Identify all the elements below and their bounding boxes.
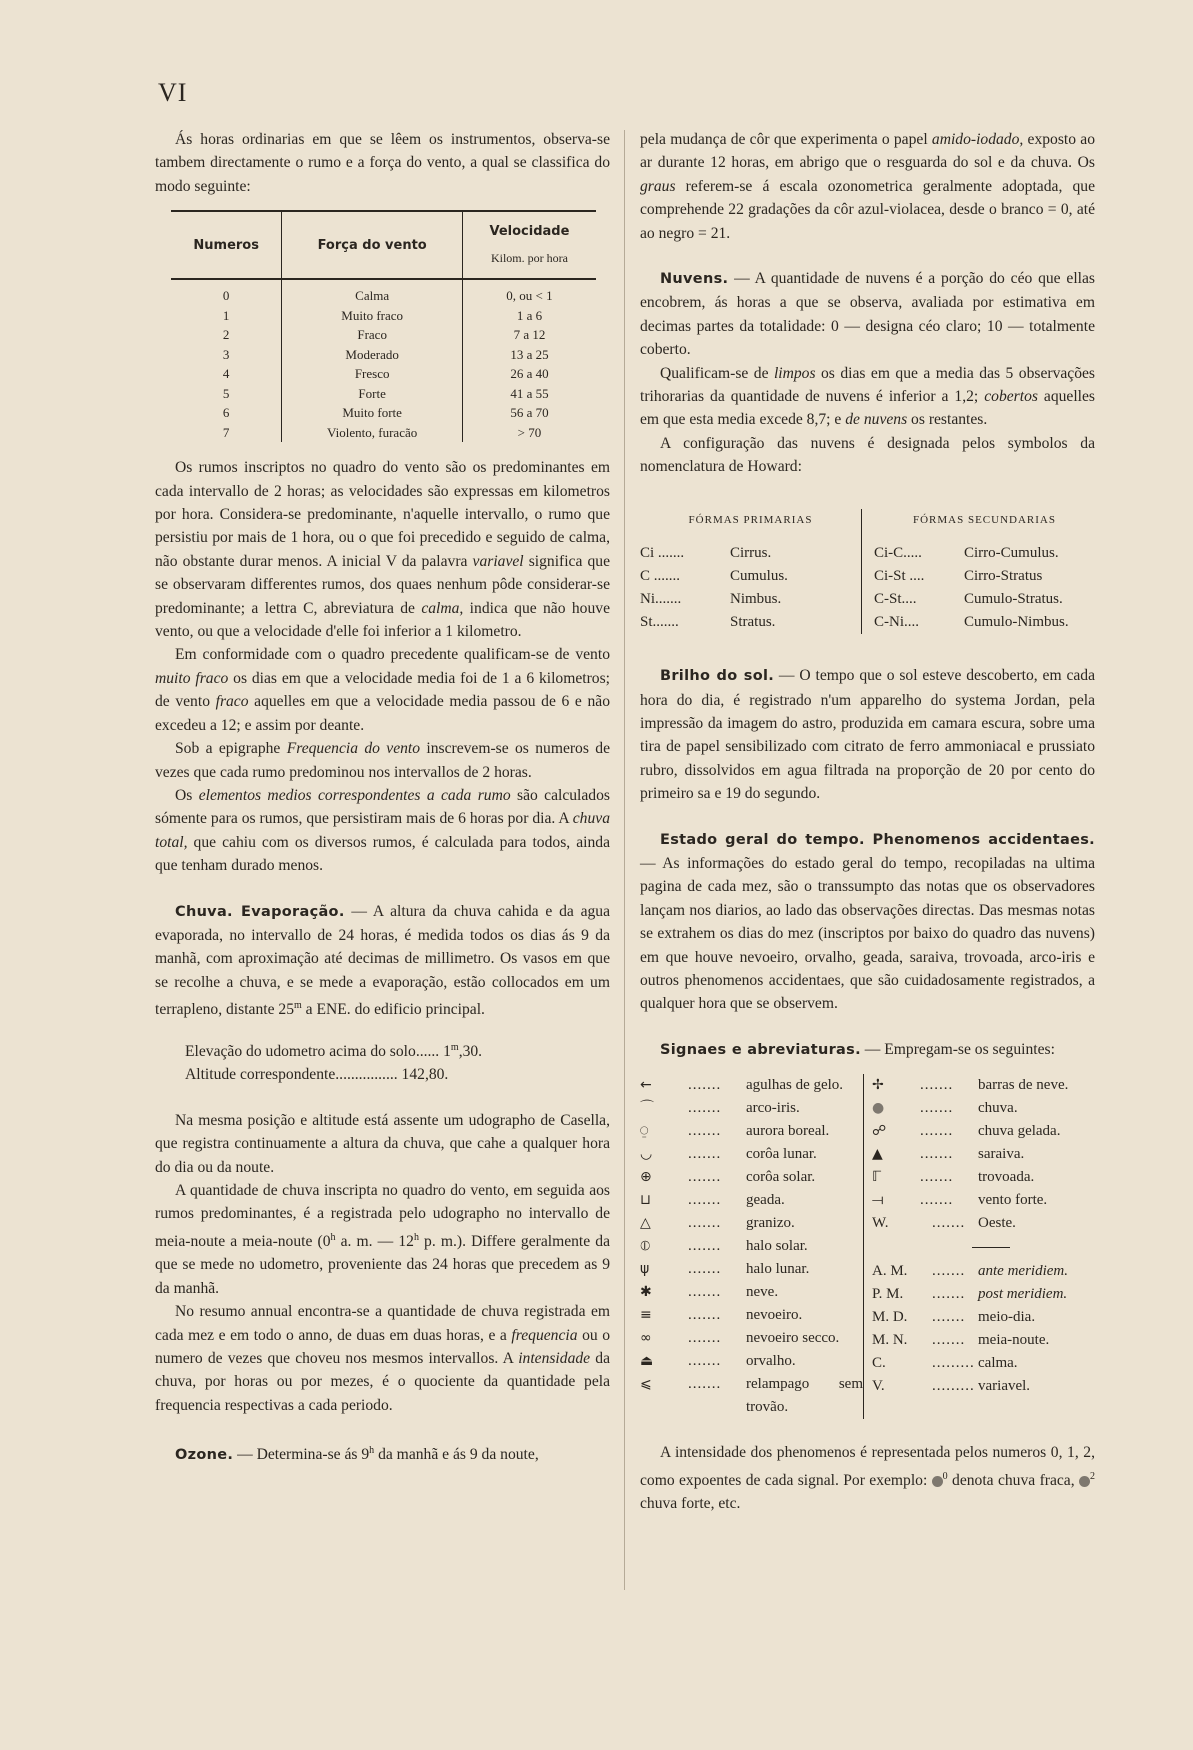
- list-item: ← ....... agulhas de gelo.: [640, 1074, 863, 1097]
- list-item: Ci-C..... Cirro-Cumulus.: [874, 545, 1059, 562]
- list-item: M. D. ....... meio-dia.: [872, 1309, 1036, 1326]
- list-item: ✱ ....... neve.: [640, 1281, 863, 1304]
- list-item: ✢ ....... barras de neve.: [872, 1074, 1095, 1097]
- nuvens-section: Nuvens. — A quantidade de nuvens é a porção do céo que ellas encobrem, ás horas a que se observa, avaliada por estimativa em decimas partes da totalidade: 0 — designa céo claro; 10 — totalmente coberto.: [640, 270, 1095, 359]
- intensidade-paragraph: A intensidade dos phenomenos é representada pelos numeros 0, 1, 2, como expoentes de cada signal. Por exemplo: $^0$ denota chuva fraca, $^2$ chuva forte, etc.: [640, 1444, 1095, 1513]
- secondary-forms-title: FÓRMAS SECUNDARIAS: [912, 513, 1056, 526]
- estado-heading: Estado geral do tempo. Phenomenos accidentaes.: [660, 831, 1095, 848]
- signs-left-column: [640, 1074, 863, 1419]
- table-row: 5 Forte 41 a 55: [171, 384, 596, 404]
- list-item: P. M. ....... post meridiem.: [872, 1286, 1068, 1303]
- separator-rule: [972, 1247, 1010, 1248]
- list-item: ⏏ ....... orvalho.: [640, 1350, 863, 1373]
- list-item: V. ......... variavel.: [872, 1378, 1031, 1395]
- solar-corona-icon: ⊕: [640, 1169, 652, 1186]
- lightning-icon: ⩽: [640, 1376, 652, 1393]
- signaes-heading: Signaes e abreviaturas.: [660, 1041, 861, 1058]
- list-item: Ci-St .... Cirro-Stratus: [874, 568, 1043, 585]
- left-column: [155, 128, 610, 1468]
- configuracao-paragraph: A configuração das nuvens é designada pelos symbolos da nomenclatura de Howard:: [640, 434, 1095, 476]
- lunar-halo-icon: ψ: [640, 1261, 650, 1278]
- list-item: ℾ ....... trovoada.: [872, 1166, 1095, 1189]
- conformidade-paragraph: Em conformidade com o quadro precedente qualificam-se de vento muito fraco os dias em que a velocidade media foi de 1 a 6 kilometros; de vento fraco aquelles em que a velocidade media passou de 6 e não excedeu a 12; e assim por deante.: [155, 646, 610, 734]
- ice-needles-icon: ←: [640, 1077, 652, 1094]
- rain-icon: ●: [872, 1100, 885, 1117]
- table-row: 4 Fresco 26 a 40: [171, 364, 596, 384]
- list-item: ⟞ ....... vento forte.: [872, 1189, 1095, 1212]
- lunar-corona-icon: ◡: [640, 1146, 653, 1163]
- list-item: ψ ....... halo lunar.: [640, 1258, 863, 1281]
- rainbow-icon: ⌒: [640, 1100, 654, 1117]
- freezing-rain-icon: ☍: [872, 1123, 887, 1140]
- brilho-heading: Brilho do sol.: [660, 668, 775, 685]
- aurora-icon: ⍜: [640, 1123, 649, 1140]
- signs-table: [640, 1074, 1095, 1419]
- wind-force-table: [171, 210, 596, 442]
- list-item: C-Ni.... Cumulo-Nimbus.: [874, 614, 1069, 631]
- table-row: 3 Moderado 13 a 25: [171, 345, 596, 365]
- list-item: ⊕ ....... corôa solar.: [640, 1166, 863, 1189]
- brilho-section: Brilho do sol. — O tempo que o sol esteve descoberto, em cada hora do dia, é registrado n'um apparelho do systema Jordan, pela impressão da imagem do astro, produzida em camara escura, sobre uma tira de papel sensibilizado com citrato de ferro ammoniacal e prussiato rubro, dissolvidos em agua filtrada na proporção de 20 por cento do primeiro sa e 19 do segundo.: [640, 667, 1096, 803]
- altitude-row: Altitude correspondente................ 142,80.: [185, 1066, 449, 1084]
- udographo-paragraph: Na mesma posição e altitude está assente um udographo de Casella, que registra continuamente a altura da chuva, que cahe a qualquer hora do dia ou da noute.: [155, 1111, 610, 1176]
- intro-paragraph: Ás horas ordinarias em que se lêem os instrumentos, observa-se tambem directamente o rumo e a força do vento, a qual se classifica do modo seguinte:: [155, 131, 610, 195]
- elevation-row: Elevação do udometro acima do solo...... 1$^m$,30.: [185, 1041, 483, 1060]
- thunderstorm-icon: ℾ: [872, 1169, 882, 1186]
- list-item: ▲ ....... saraiva.: [872, 1143, 1095, 1166]
- list-item: ∞ ....... nevoeiro secco.: [640, 1327, 863, 1350]
- list-item: C. ......... calma.: [872, 1355, 1018, 1372]
- quantidade-paragraph: A quantidade de chuva inscripta no quadro do vento, em seguida aos rumos predominantes, é a registrada pelo udographo no intervallo de meia-noute a meia-noute (0$^h$ a. m. — 12$^h$ p. m.). Differe geralmente da que se mede no udometro, proveniente das 24 horas que precedem as 9 da manhã.: [155, 1181, 610, 1297]
- primary-forms-title: FÓRMAS PRIMARIAS: [688, 513, 813, 526]
- list-item: ≡ ....... nevoeiro.: [640, 1304, 863, 1327]
- header-forca: Força do vento: [282, 212, 463, 279]
- ozone-heading: Ozone.: [175, 1447, 234, 1464]
- elementos-paragraph: Os elementos medios correspondentes a cada rumo são calculados sómente para os rumos, que persistiram mais de 6 horas por dia. A chuva total, que cahiu com os diversos rumos, é calculada para todos, ainda que tenham durado menos.: [155, 786, 610, 875]
- list-item: ⦶ ....... halo solar.: [640, 1235, 863, 1258]
- rain-dot-icon: [1079, 1476, 1090, 1487]
- list-item: W. ....... Oeste.: [872, 1215, 1016, 1232]
- list-item: A. M. ....... ante meridiem.: [872, 1263, 1068, 1280]
- sleet-icon: ▲: [872, 1146, 883, 1163]
- primary-forms: [640, 509, 861, 634]
- list-item: C ....... Cumulus.: [640, 568, 788, 585]
- table-row: 6 Muito forte 56 a 70: [171, 403, 596, 423]
- table-row: 1 Muito fraco 1 a 6: [171, 306, 596, 326]
- fog-icon: ≡: [640, 1307, 652, 1324]
- chuva-heading: Chuva. Evaporação.: [175, 903, 345, 920]
- column-divider: [624, 130, 625, 1590]
- list-item: △ ....... granizo.: [640, 1212, 863, 1235]
- page-folio: VI: [158, 78, 188, 107]
- list-item: St....... Stratus.: [640, 614, 776, 631]
- nuvens-heading: Nuvens.: [660, 271, 729, 288]
- list-item: C-St.... Cumulo-Stratus.: [874, 591, 1063, 608]
- header-velocidade: Velocidade Kilom. por hora: [462, 212, 596, 279]
- dry-fog-icon: ∞: [640, 1330, 652, 1347]
- qualificam-paragraph: Qualificam-se de limpos os dias em que a media das 5 observações trihorarias da quantidade de nuvens é inferior a 1,2; cobertos aquelles em que esta media excede 8,7; e de nuvens os restantes.: [640, 364, 1095, 429]
- list-item: M. N. ....... meia-noute.: [872, 1332, 1050, 1349]
- elevation-block: [185, 1036, 610, 1087]
- ozone-section: Ozone. — Determina-se ás 9$^h$ da manhã e ás 9 da noute,: [175, 1445, 539, 1464]
- list-item: ● ....... chuva.: [872, 1097, 1095, 1120]
- snow-icon: ✱: [640, 1284, 652, 1301]
- list-item: ⊔ ....... geada.: [640, 1189, 863, 1212]
- list-item: ◡ ....... corôa lunar.: [640, 1143, 863, 1166]
- secondary-forms: [861, 509, 1095, 634]
- howard-cloud-table: [640, 509, 1095, 634]
- right-column: [640, 128, 1095, 1516]
- list-item: ⌒ ....... arco-iris.: [640, 1097, 863, 1120]
- ozone-continuation: pela mudança de côr que experimenta o papel amido-iodado, exposto ao ar durante 12 horas, em abrigo que o resguarda do sol e da chuva. Os graus referem-se á escala ozonometrica geralmente adoptada, que comprehende 22 gradações da côr azul-violacea, desde o branco = 0, até ao negro = 21.: [640, 131, 1095, 242]
- resumo-paragraph: No resumo annual encontra-se a quantidade de chuva registrada em cada mez e em todo o anno, de duas em duas horas, e a frequencia ou o numero de vezes que choveu nos mesmos intervallos. A intensidade da chuva, por horas ou por mezes, é o quociente da quantidade pela frequencia respectivas a cada periodo.: [155, 1303, 611, 1414]
- dew-icon: ⏏: [640, 1353, 654, 1370]
- snow-bars-icon: ✢: [872, 1077, 884, 1094]
- signs-right-column: [863, 1074, 1095, 1419]
- strong-wind-icon: ⟞: [872, 1192, 884, 1209]
- header-numeros: Numeros: [171, 212, 282, 279]
- rumos-paragraph: Os rumos inscriptos no quadro do vento são os predominantes em cada intervallo de 2 horas; as velocidades são expressas em kilometros por hora. Considera-se predominante, n'aquelle intervallo, o rumo que persistiu por mais de 1 hora, ou o que foi precedido e seguido de calma, não obstante durar menos. A inicial V da palavra variavel significa que se observaram differentes rumos, dos quaes nenhum pôde considerar-se predominante; a lettra C, abreviatura de calma, indica que não houve vento, ou que a velocidade d'elle foi inferior a 1 kilometro.: [155, 459, 610, 641]
- list-item: Ni....... Nimbus.: [640, 591, 782, 608]
- list-item: ⩽ ....... relampago sem trovão.: [640, 1373, 863, 1419]
- estado-section: Estado geral do tempo. Phenomenos accidentaes. — As informações do estado geral do tempo, recopiladas na ultima pagina de cada mez, são o transsumpto das notas que os observadores lançam nos diarios, ao lado das observações directas. Das mesmas notas se extrahem os dias do mez (inscriptos por baixo do quadro das nuvens) em que houve nevoeiro, orvalho, geada, saraiva, trovoada, arco-iris e outros phenomenos accidentaes, que são cuidadosamente registrados, a qualquer hora que se observem.: [640, 831, 1095, 1013]
- rain-dot-icon: [932, 1476, 943, 1487]
- list-item: Ci ....... Cirrus.: [640, 545, 772, 562]
- frost-icon: ⊔: [640, 1192, 651, 1209]
- list-item: ☍ ....... chuva gelada.: [872, 1120, 1095, 1143]
- hail-icon: △: [640, 1215, 651, 1232]
- table-row: 2 Fraco 7 a 12: [171, 325, 596, 345]
- table-row: 7 Violento, furacão > 70: [171, 423, 596, 443]
- list-item: ⍜ ....... aurora boreal.: [640, 1120, 863, 1143]
- solar-halo-icon: ⦶: [640, 1238, 651, 1255]
- header-unit: Kilom. por hora: [490, 251, 568, 266]
- table-row: 0 Calma 0, ou < 1: [171, 279, 596, 306]
- signaes-section: Signaes e abreviaturas. — Empregam-se os seguintes:: [660, 1040, 1055, 1058]
- epigraphe-paragraph: Sob a epigraphe Frequencia do vento inscrevem-se os numeros de vezes que cada rumo predominou nos intervallos de 2 horas.: [155, 740, 610, 781]
- chuva-section: Chuva. Evaporação. — A altura da chuva cahida e da agua evaporada, no intervallo de 24 horas, é medida todos os dias ás 9 da manhã, com aproximação até decimas de millimetro. Os vasos em que se recolhe a chuva, e se mede a evaporação, estão collocados em um terrapleno, distante 25$^m$ a ENE. do edificio principal.: [155, 902, 611, 1019]
